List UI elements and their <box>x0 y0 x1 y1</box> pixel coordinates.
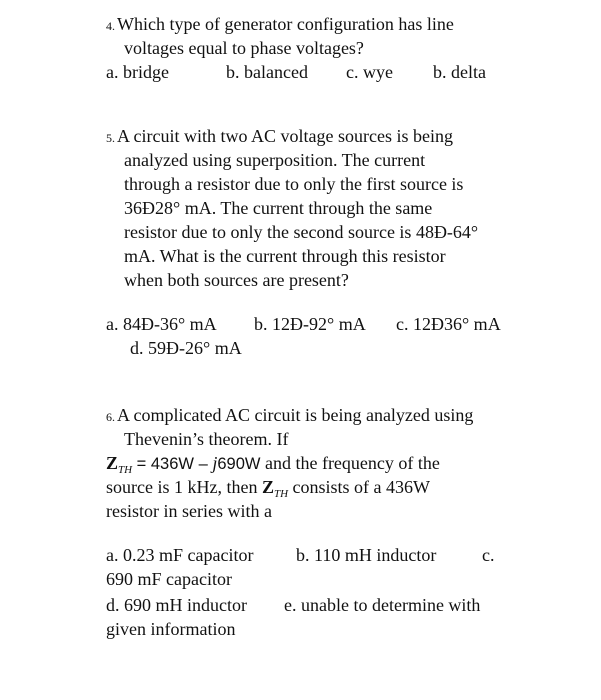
q6-line-5: resistor in series with a <box>106 501 272 521</box>
q6-line-1: 6. A complicated AC circuit is being analyzed using <box>106 405 474 425</box>
q6-option-c-label: c. <box>482 545 495 565</box>
q6-line-2: Thevenin’s theorem. If <box>124 429 289 449</box>
q5-line-1: 5. A circuit with two AC voltage sources is being <box>106 126 453 146</box>
q6-option-e-cont: given information <box>106 619 236 639</box>
z-th-symbol: Z <box>106 453 119 473</box>
q5-option-a: a. 84Ð-36° mA <box>106 314 217 334</box>
q6-option-b: b. 110 mH inductor <box>296 545 437 565</box>
q4-option-d: b. delta <box>433 62 486 82</box>
z-th-symbol-2: Z <box>261 477 274 497</box>
q5-option-b: b. 12Ð-92° mA <box>254 314 366 334</box>
q5-line-2: analyzed using superposition. The current <box>124 150 426 170</box>
q5-line-5: resistor due to only the second source is 48Ð-64° <box>124 222 479 242</box>
q5-line-6: mA. What is the current through this resistor <box>124 246 446 266</box>
q4-option-b: b. balanced <box>226 62 308 82</box>
q5-option-d: d. 59Ð-26° mA <box>130 338 242 358</box>
q5-line-7: when both sources are present? <box>124 270 349 290</box>
q5-line-4: 36Ð28° mA. The current through the same <box>124 198 433 218</box>
q6-line-3-equation: $Z_{TH} = 436W - j690W$ and the frequency of the <box>106 453 440 476</box>
q4-line-2: voltages equal to phase voltages? <box>124 38 364 58</box>
q4-option-a: a. bridge <box>106 62 169 82</box>
q6-number: 6. <box>106 410 115 424</box>
q6-line-4: source is 1 kHz, then $Z_{TH}$ consists of a 436W <box>106 477 431 500</box>
q6-option-d: d. 690 mH inductor <box>106 595 247 615</box>
q4-option-c: c. wye <box>346 62 393 82</box>
q6-option-e: e. unable to determine with <box>284 595 481 615</box>
q5-number: 5. <box>106 131 115 145</box>
q4-line-1: 4. Which type of generator configuration has line <box>106 14 454 34</box>
q5-option-c: c. 12Ð36° mA <box>396 314 501 334</box>
q4-number: 4. <box>106 19 115 33</box>
q5-line-3: through a resistor due to only the first source is <box>124 174 464 194</box>
q6-option-c-text: 690 mF capacitor <box>106 569 232 589</box>
q6-option-a: a. 0.23 mF capacitor <box>106 545 254 565</box>
